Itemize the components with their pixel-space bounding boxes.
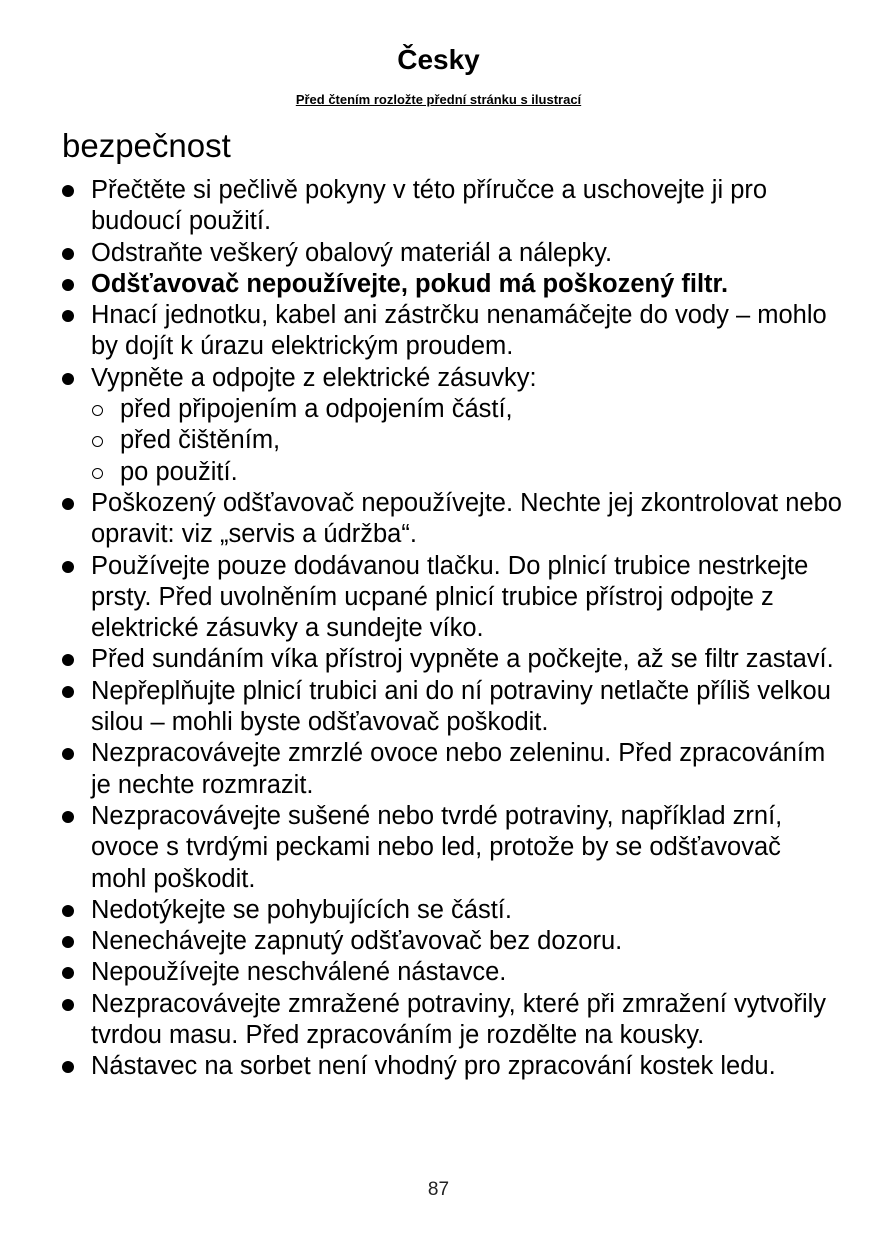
- list-item: Odstraňte veškerý obalový materiál a nálepky.: [62, 238, 842, 269]
- list-item: Nezpracovávejte sušené nebo tvrdé potraviny, například zrní, ovoce s tvrdými peckami nebo led, protože by se odšťavovač mohl poškodit.: [62, 801, 842, 895]
- list-item: Nástavec na sorbet není vhodný pro zpracování kostek ledu.: [62, 1051, 842, 1082]
- sublist-item: před připojením a odpojením částí,: [91, 394, 842, 425]
- list-item: Nepoužívejte neschválené nástavce.: [62, 957, 842, 988]
- list-item: Hnací jednotku, kabel ani zástrčku nenamáčejte do vody – mohlo by dojít k úrazu elektrickým proudem.: [62, 300, 842, 363]
- list-item-with-sublist: [62, 363, 842, 488]
- safety-list: [62, 175, 842, 1083]
- list-item: Před sundáním víka přístroj vypněte a počkejte, až se filtr zastaví.: [62, 644, 842, 675]
- language-title: Česky: [397, 44, 480, 75]
- list-item: Nenechávejte zapnutý odšťavovač bez dozoru.: [62, 926, 842, 957]
- list-item-text: Vypněte a odpojte z elektrické zásuvky:: [91, 363, 537, 392]
- page-number: 87: [427, 1179, 450, 1200]
- section-heading: bezpečnost: [62, 127, 231, 164]
- sublist-item: před čištěním,: [91, 425, 842, 456]
- list-item: Nezpracovávejte zmrzlé ovoce nebo zeleninu. Před zpracováním je nechte rozmrazit.: [62, 738, 842, 801]
- list-item: Používejte pouze dodávanou tlačku. Do plnicí trubice nestrkejte prsty. Před uvolněním ucpané plnicí trubice přístroj odpojte z elektrické zásuvky a sundejte víko.: [62, 551, 842, 645]
- list-item: Nezpracovávejte zmražené potraviny, které při zmražení vytvořily tvrdou masu. Před zpracováním je rozdělte na kousky.: [62, 989, 842, 1052]
- list-item: Nedotýkejte se pohybujících se částí.: [62, 895, 842, 926]
- list-item-warning: Odšťavovač nepoužívejte, pokud má poškozený filtr.: [62, 269, 842, 300]
- sublist-item: po použití.: [91, 457, 842, 488]
- fold-out-note: Před čtením rozložte přední stránku s ilustrací: [295, 92, 582, 107]
- sublist: [91, 394, 842, 488]
- list-item: Poškozený odšťavovač nepoužívejte. Nechte jej zkontrolovat nebo opravit: viz „servis a údržba“.: [62, 488, 842, 551]
- list-item: Přečtěte si pečlivě pokyny v této příručce a uschovejte ji pro budoucí použití.: [62, 175, 842, 238]
- list-item: Nepřeplňujte plnicí trubici ani do ní potraviny netlačte příliš velkou silou – mohli byste odšťavovač poškodit.: [62, 676, 842, 739]
